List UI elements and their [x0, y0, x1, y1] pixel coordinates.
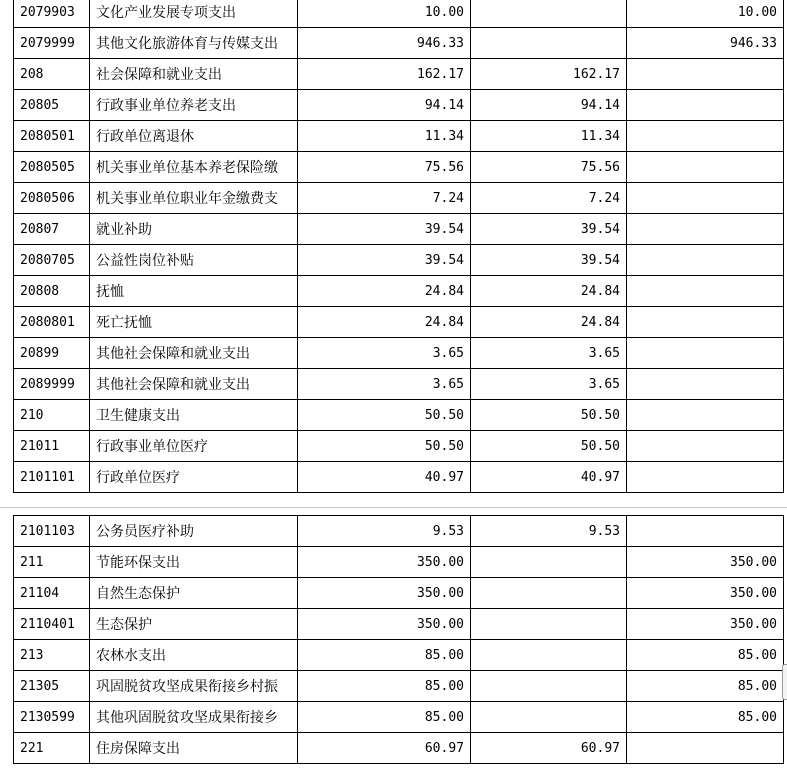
- total-amount-cell: 9.53: [298, 516, 471, 547]
- basic-expenditure-cell: [471, 28, 627, 59]
- account-name-cell: 农林水支出: [90, 640, 298, 671]
- basic-expenditure-cell: 9.53: [471, 516, 627, 547]
- project-expenditure-cell: 350.00: [627, 609, 784, 640]
- account-code-cell: 2101103: [14, 516, 90, 547]
- project-expenditure-cell: [627, 733, 784, 764]
- account-code-cell: 221: [14, 733, 90, 764]
- account-name-cell: 文化产业发展专项支出: [90, 0, 298, 28]
- basic-expenditure-cell: 3.65: [471, 338, 627, 369]
- project-expenditure-cell: [627, 152, 784, 183]
- project-expenditure-cell: [627, 462, 784, 493]
- account-code-cell: 211: [14, 547, 90, 578]
- total-amount-cell: 40.97: [298, 462, 471, 493]
- table-row: [14, 702, 784, 733]
- basic-expenditure-cell: 50.50: [471, 400, 627, 431]
- account-name-cell: 机关事业单位职业年金缴费支: [90, 183, 298, 214]
- basic-expenditure-cell: [471, 640, 627, 671]
- total-amount-cell: 85.00: [298, 640, 471, 671]
- basic-expenditure-cell: 50.50: [471, 431, 627, 462]
- project-expenditure-cell: [627, 276, 784, 307]
- total-amount-cell: 85.00: [298, 671, 471, 702]
- account-name-cell: 节能环保支出: [90, 547, 298, 578]
- total-amount-cell: 50.50: [298, 431, 471, 462]
- total-amount-cell: 10.00: [298, 0, 471, 28]
- table-body: [14, 516, 784, 764]
- project-expenditure-cell: [627, 90, 784, 121]
- budget-table-top: [13, 0, 784, 493]
- project-expenditure-cell: [627, 338, 784, 369]
- basic-expenditure-cell: 7.24: [471, 183, 627, 214]
- basic-expenditure-cell: 24.84: [471, 307, 627, 338]
- account-name-cell: 行政单位离退休: [90, 121, 298, 152]
- basic-expenditure-cell: [471, 547, 627, 578]
- basic-expenditure-cell: 3.65: [471, 369, 627, 400]
- table-row: [14, 640, 784, 671]
- total-amount-cell: 7.24: [298, 183, 471, 214]
- table-row: [14, 369, 784, 400]
- total-amount-cell: 85.00: [298, 702, 471, 733]
- account-name-cell: 自然生态保护: [90, 578, 298, 609]
- budget-table-bottom: [13, 515, 784, 764]
- account-name-cell: 就业补助: [90, 214, 298, 245]
- account-name-cell: 机关事业单位基本养老保险缴: [90, 152, 298, 183]
- table-row: [14, 578, 784, 609]
- account-code-cell: 210: [14, 400, 90, 431]
- account-code-cell: 21011: [14, 431, 90, 462]
- table-row: [14, 245, 784, 276]
- basic-expenditure-cell: [471, 609, 627, 640]
- account-name-cell: 生态保护: [90, 609, 298, 640]
- total-amount-cell: 3.65: [298, 338, 471, 369]
- total-amount-cell: 39.54: [298, 214, 471, 245]
- table-row: [14, 152, 784, 183]
- project-expenditure-cell: [627, 121, 784, 152]
- total-amount-cell: 94.14: [298, 90, 471, 121]
- table-row: [14, 0, 784, 28]
- basic-expenditure-cell: 60.97: [471, 733, 627, 764]
- scrollbar-thumb[interactable]: [782, 664, 787, 700]
- account-code-cell: 208: [14, 59, 90, 90]
- project-expenditure-cell: 85.00: [627, 671, 784, 702]
- total-amount-cell: 946.33: [298, 28, 471, 59]
- project-expenditure-cell: [627, 245, 784, 276]
- total-amount-cell: 3.65: [298, 369, 471, 400]
- account-name-cell: 死亡抚恤: [90, 307, 298, 338]
- table-row: [14, 462, 784, 493]
- basic-expenditure-cell: 11.34: [471, 121, 627, 152]
- account-name-cell: 抚恤: [90, 276, 298, 307]
- basic-expenditure-cell: [471, 0, 627, 28]
- project-expenditure-cell: 10.00: [627, 0, 784, 28]
- account-name-cell: 公务员医疗补助: [90, 516, 298, 547]
- project-expenditure-cell: [627, 307, 784, 338]
- account-name-cell: 行政单位医疗: [90, 462, 298, 493]
- table-row: [14, 28, 784, 59]
- account-name-cell: 巩固脱贫攻坚成果衔接乡村振: [90, 671, 298, 702]
- project-expenditure-cell: 85.00: [627, 702, 784, 733]
- total-amount-cell: 75.56: [298, 152, 471, 183]
- account-code-cell: 21305: [14, 671, 90, 702]
- account-name-cell: 其他巩固脱贫攻坚成果衔接乡: [90, 702, 298, 733]
- basic-expenditure-cell: [471, 671, 627, 702]
- total-amount-cell: 24.84: [298, 276, 471, 307]
- account-code-cell: 20805: [14, 90, 90, 121]
- basic-expenditure-cell: [471, 578, 627, 609]
- account-code-cell: 2130599: [14, 702, 90, 733]
- project-expenditure-cell: [627, 516, 784, 547]
- account-name-cell: 卫生健康支出: [90, 400, 298, 431]
- table-body: [14, 0, 784, 493]
- account-name-cell: 其他社会保障和就业支出: [90, 369, 298, 400]
- project-expenditure-cell: 350.00: [627, 547, 784, 578]
- table-row: [14, 276, 784, 307]
- project-expenditure-cell: [627, 400, 784, 431]
- table-row: [14, 671, 784, 702]
- total-amount-cell: 350.00: [298, 547, 471, 578]
- table-row: [14, 400, 784, 431]
- basic-expenditure-cell: 75.56: [471, 152, 627, 183]
- basic-expenditure-cell: 39.54: [471, 245, 627, 276]
- account-code-cell: 2079903: [14, 0, 90, 28]
- account-name-cell: 社会保障和就业支出: [90, 59, 298, 90]
- total-amount-cell: 60.97: [298, 733, 471, 764]
- table-row: [14, 733, 784, 764]
- account-code-cell: 2079999: [14, 28, 90, 59]
- account-code-cell: 21104: [14, 578, 90, 609]
- account-code-cell: 2080705: [14, 245, 90, 276]
- account-code-cell: 2080506: [14, 183, 90, 214]
- table-row: [14, 516, 784, 547]
- project-expenditure-cell: 946.33: [627, 28, 784, 59]
- table-row: [14, 59, 784, 90]
- account-code-cell: 2080801: [14, 307, 90, 338]
- table-row: [14, 609, 784, 640]
- account-code-cell: 2080501: [14, 121, 90, 152]
- table-row: [14, 183, 784, 214]
- total-amount-cell: 24.84: [298, 307, 471, 338]
- table-row: [14, 121, 784, 152]
- total-amount-cell: 350.00: [298, 578, 471, 609]
- total-amount-cell: 162.17: [298, 59, 471, 90]
- project-expenditure-cell: 85.00: [627, 640, 784, 671]
- project-expenditure-cell: 350.00: [627, 578, 784, 609]
- page-divider: [0, 507, 787, 508]
- account-code-cell: 2089999: [14, 369, 90, 400]
- basic-expenditure-cell: 40.97: [471, 462, 627, 493]
- project-expenditure-cell: [627, 369, 784, 400]
- table-row: [14, 307, 784, 338]
- total-amount-cell: 11.34: [298, 121, 471, 152]
- table-row: [14, 214, 784, 245]
- account-name-cell: 其他文化旅游体育与传媒支出: [90, 28, 298, 59]
- account-name-cell: 行政事业单位养老支出: [90, 90, 298, 121]
- account-name-cell: 行政事业单位医疗: [90, 431, 298, 462]
- table-row: [14, 547, 784, 578]
- table-row: [14, 338, 784, 369]
- basic-expenditure-cell: 24.84: [471, 276, 627, 307]
- basic-expenditure-cell: 162.17: [471, 59, 627, 90]
- basic-expenditure-cell: 39.54: [471, 214, 627, 245]
- account-name-cell: 住房保障支出: [90, 733, 298, 764]
- total-amount-cell: 350.00: [298, 609, 471, 640]
- account-code-cell: 20808: [14, 276, 90, 307]
- table-row: [14, 431, 784, 462]
- basic-expenditure-cell: 94.14: [471, 90, 627, 121]
- table-row: [14, 90, 784, 121]
- total-amount-cell: 50.50: [298, 400, 471, 431]
- account-code-cell: 2110401: [14, 609, 90, 640]
- account-code-cell: 2101101: [14, 462, 90, 493]
- account-code-cell: 2080505: [14, 152, 90, 183]
- total-amount-cell: 39.54: [298, 245, 471, 276]
- account-code-cell: 20807: [14, 214, 90, 245]
- account-name-cell: 其他社会保障和就业支出: [90, 338, 298, 369]
- basic-expenditure-cell: [471, 702, 627, 733]
- project-expenditure-cell: [627, 214, 784, 245]
- project-expenditure-cell: [627, 431, 784, 462]
- account-code-cell: 20899: [14, 338, 90, 369]
- account-name-cell: 公益性岗位补贴: [90, 245, 298, 276]
- account-code-cell: 213: [14, 640, 90, 671]
- project-expenditure-cell: [627, 59, 784, 90]
- project-expenditure-cell: [627, 183, 784, 214]
